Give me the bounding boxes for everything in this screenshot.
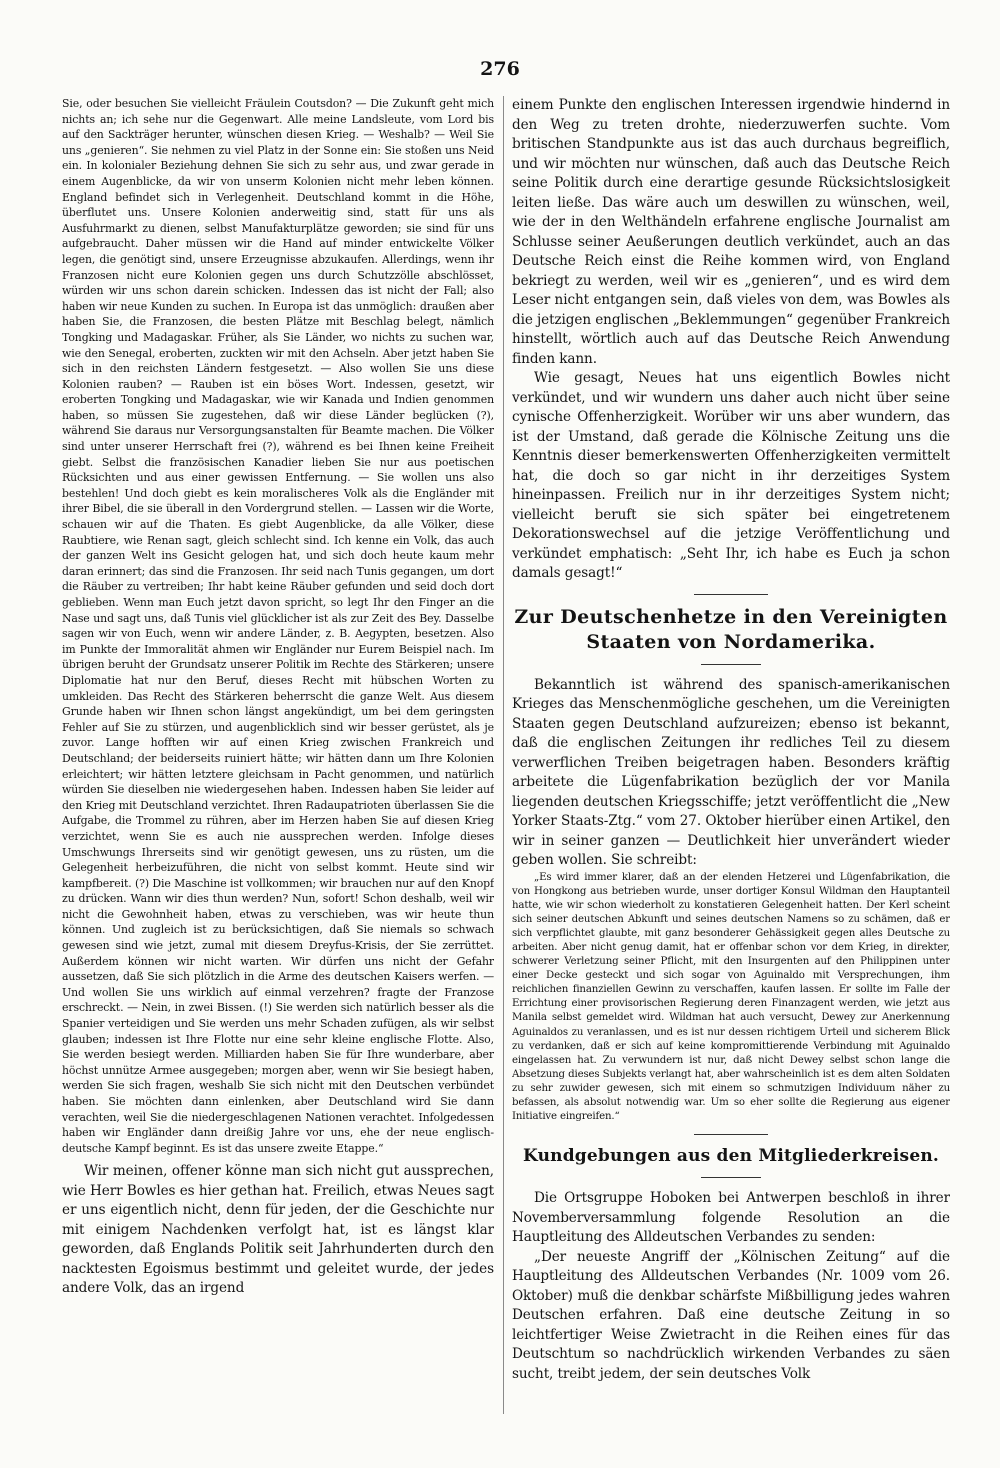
left-column <box>62 96 494 1444</box>
section-heading-deutschenhetze: Zur Deutschenhetze in den Vereinigten Staaten von Nordamerika. <box>514 605 948 653</box>
right-column <box>512 96 950 1444</box>
editorial-comment-paragraph: Wir meinen, offener könne man sich nicht gut aussprechen, wie Herr Bowles es hier gethan hat. Freilich, etwas Neues sagt er uns eigentlich nicht, denn für jeden, der die Geschichte nur mit einigem Nachdenken verfolgt hat, ist es längst klar geworden, daß Englands Politik seit Jahrhunderten durch den nacktesten Egoismus bestimmt und geleitet wurde, der jedes andere Volk, das an irgend <box>62 1163 494 1297</box>
section-paragraph-kundgebungen: Die Ortsgruppe Hoboken bei Antwerpen beschloß in ihrer Novemberversammlung folgende Resolution an die Hauptleitung des Alldeutschen Verbandes zu senden: <box>512 1190 950 1246</box>
section-separator <box>694 594 768 595</box>
quoted-interview-text: Sie, oder besuchen Sie vielleicht Fräulein Coutsdon? — Die Zukunft geht mich nichts an; ich sehe nur die Gegenwart. Alle meine Landsleute, vom Lord bis auf den Sackträger herunter, wünschen diesen Krieg. — Weshalb? — Weil Sie uns „genieren“. Sie nehmen zu viel Platz in der Sonne ein: Sie stoßen uns Neid ein. In kolonialer Beziehung dehnen Sie sich zu sehr aus, und zwar gerade in einem Augenblicke, da wir von unserm Kolonien nicht mehr leben können. England befindet sich in Verlegenheit. Deutschland kommt in die Höhe, überflutet uns. Unsere Kolonien anderweitig sind, statt für uns als Ausfuhrmarkt zu dienen, selbst Manufakturplätze geworden; sie sind für uns aufgebraucht. Daher müssen wir die Hand auf minder entwickelte Völker legen, die genötigt sind, unsere Erzeugnisse abzukaufen. Allerdings, wenn ihr Franzosen nicht eure Kolonien gegen uns durch Schutzzölle abschlösset, würden wir uns schon darein schicken. Indessen das ist nicht der Fall; also haben wir neue Kunden zu suchen. In Europa ist das unmöglich: draußen aber haben Sie, die Franzosen, die besten Plätze mit Beschlag belegt, nämlich Tongking und Madagaskar. Früher, als Sie Länder, wo nichts zu suchen war, wie den Senegal, eroberten, zuckten wir mit den Achseln. Aber jetzt haben Sie sich in den reichsten Ländern festgesetzt. — Also wollen Sie uns diese Kolonien rauben? — Rauben ist ein böses Wort. Indessen, gesetzt, wir eroberten Tongking und Madagaskar, wie wir Kanada und Indien genommen haben, so müssen Sie zugestehen, daß wir diese Länder beglücken (?), während Sie daraus nur Versorgungsanstalten für Beamte machen. Die Völker sind unter unserer Herrschaft frei (?), während es bei Ihnen keine Freiheit giebt. Selbst die französischen Kanadier lieben Sie nur aus poetischen Rücksichten und aus einer gewissen Entfernung. — Sie wollen uns also bestehlen! Und doch giebt es kein moralischeres Volk als die Engländer mit ihrer Bibel, die sie überall in den Vordergrund stellen. — Lassen wir die Worte, schauen wir auf die Thaten. Es giebt Augenblicke, da alle Völker, diese Raubtiere, wie Renan sagt, gleich schlecht sind. Ich kenne ein Volk, das auch der ganzen Welt ins Gesicht gelogen hat, und sich doch heute kaum mehr daran erinnert; das sind die Franzosen. Ihr seid nach Tunis gegangen, um dort die Räuber zu vertreiben; Ihr habt keine Räuber gefunden und seid doch dort geblieben. Wenn man Euch jetzt davon spricht, so legt Ihr den Finger an die Nase und sagt uns, daß Tunis viel glücklicher ist als zur Zeit des Bey. Dasselbe sagen wir von Euch, wenn wir andere Länder, z. B. Aegypten, besetzen. Also im Punkte der Immoralität ahmen wir Engländer nur Eurem Beispiel nach. Im übrigen beruht der Grundsatz unserer Politik im Rechte des Stärkeren; unsere Diplomatie hat nur den Beruf, dieses Recht mit hübschen Worten zu umkleiden. Das Recht des Stärkeren beherrscht die ganze Welt. Aus diesem Grunde haben wir Ihnen schon längst angekündigt, um bei dem geringsten Fehler auf Sie zu stürzen, und augenblicklich sind wir besser gerüstet, als je zuvor. Lange hofften wir auf einen Krieg zwischen Frankreich und Deutschland; der beiderseits ruiniert hätte; wir hätten dann um Ihre Kolonien erleichtert; wir hätten letztere gleichsam in Pacht genommen, und natürlich würden Sie dieselben nie wiedergesehen haben. Indessen haben Sie leider auf den Krieg mit Deutschland verzichtet. Ihren Radaupatrioten überlassen Sie die Aufgabe, die Trommel zu rühren, aber im Herzen haben Sie auf diesen Krieg verzichtet, wenn Sie es auch nie aussprechen werden. Infolge dieses Umschwungs Ihrerseits sind wir genötigt gewesen, uns zu rüsten, um die Gelegenheit herbeizuführen, die nicht von selbst kommt. Heute sind wir kampfbereit. (?) Die Maschine ist vollkommen; wir brauchen nur auf den Knopf zu drücken. Wann wir dies thun werden? Nun, sofort! Schon deshalb, weil wir nicht die Gewohnheit haben, etwas zu verschieben, was wir heute thun können. Und zugleich ist zu berücksichtigen, daß Sie niemals so schwach gewesen sind wie jetzt, zumal mit diesem Dreyfus-Krisis, der Sie zerrüttet. Außerdem können wir nicht warten. Wir dürfen uns nicht der Gefahr aussetzen, daß Sie sich plötzlich in die Arme des deutschen Kaisers werfen. — Und wollen Sie uns wirklich auf einmal verzehren? fragte der Franzose erschreckt. — Nein, in zwei Bissen. (!) Sie werden sich natürlich besser als die Spanier verteidigen und Sie werden uns mehr Schaden zufügen, als wir selbst glauben; indessen ist Ihre Flotte nur eine sehr kleine englische Flotte. Also, Sie werden besiegt werden. Milliarden haben Sie für Ihre wunderbare, aber höchst unnütze Armee ausgegeben; morgen aber, wenn wir Sie besiegt haben, werden Sie sich fragen, weshalb Sie sich nicht mit den Deutschen verbündet haben. Sie möchten dann einlenken, aber Deutschland wird Sie dann verachten, weil Sie die niedergeschlagenen Nationen verachtet. Infolgedessen haben wir Engländer dann dreißig Jahre vor uns, ehe der neue englisch-deutsche Kampf beginnt. Es ist das unsere zweite Etappe.“ <box>62 97 494 1155</box>
section-separator <box>694 1134 768 1135</box>
section-paragraph-deutschenhetze: Bekanntlich ist während des spanisch-amerikanischen Krieges das Menschenmögliche geschehen, um die Vereinigten Staaten gegen Deutschland aufzureizen; ebenso ist bekannt, daß die englischen Zeitungen ihr redliches Teil zu diesem verwerflichen Treiben beigetragen haben. Besonders kräftig arbeitete die Lügenfabrikation bezüglich der vor Manila liegenden deutschen Kriegsschiffe; jetzt veröffentlicht die „New Yorker Staats-Ztg.“ vom 27. Oktober hierüber einen Artikel, den wir in seiner ganzen — Deutlichkeit hier unverändert wieder geben wollen. Sie schreibt: <box>512 676 950 868</box>
resolution-text: „Der neueste Angriff der „Kölnischen Zeitung“ auf die Hauptleitung des Alldeutschen Verbandes (Nr. 1009 vom 26. Oktober) muß die denkbar schärfste Mißbilligung jedes wahren Deutschen erfahren. Daß eine deutsche Zeitung in so leichtfertiger Weise Zwietracht in die Reihen eines für das Deutschtum so nachdrücklich wirkenden Verbandes zu säen sucht, treibt jedem, der sein deutsches Volk <box>512 1248 950 1382</box>
continuation-paragraph: einem Punkte den englischen Interessen irgendwie hindernd in den Weg zu treten drohte, niederzuwerfen suchte. Vom britischen Standpunkte aus ist das auch durchaus begreiflich, und wir möchten nur wünschen, daß auch das Deutsche Reich seine Politik durch eine derartige gesunde Rücksichtslosigkeit leiten ließe. Das wäre auch um deswillen zu wünschen, weil, wie der in den Welthändeln erfahrene englische Journalist am Schlusse seiner Aeußerungen deutlich verkündet, auch an das Deutsche Reich einst die Reihe kommen wird, von England bekriegt zu werden, weil wir es „genieren“, und es wird dem Leser nicht entgangen sein, daß vieles von dem, was Bowles als die jetzigen englischen „Beklemmungen“ gegenüber Frankreich hinstellt, wörtlich auch auf das Deutsche Reich Anwendung finden kann. <box>512 97 950 367</box>
newspaper-quotation: „Es wird immer klarer, daß an der elenden Hetzerei und Lügenfabrikation, die von Hongkong aus betrieben wurde, unser dortiger Konsul Wildman den Hauptanteil hatte, wie wir schon wiederholt zu konstatieren Gelegenheit hatten. Der Kerl scheint sich seiner deutschen Abkunft und seines deutschen Namens so zu schämen, daß er sich verpflichtet glaubte, mit ganz besonderer Gehässigkeit gegen alles Deutsche zu arbeiten. Aber nicht genug damit, hat er offenbar schon vor dem Krieg, in direkter, schwerer Verletzung seiner Pflicht, mit den Insurgenten auf den Philippinen unter einer Decke gesteckt und sich sogar von Aguinaldo mit Versprechungen, ihm reichlichen finanziellen Gewinn zu verschaffen, kaufen lassen. Er sollte im Falle der Errichtung einer provisorischen Regierung deren Finanzagent werden, wie jetzt aus Manila selbst gemeldet wird. Wildman hat auch versucht, Dewey zur Anerkennung Aguinaldos zu veranlassen, und es ist nur dessen richtigem Urteil und sicherem Blick zu verdanken, daß er sich auf keine kompromittierende Verbindung mit Aguinaldo eingelassen hat. Zu verwundern ist nur, daß nicht Dewey selbst schon lange die Absetzung dieses Subjekts verlangt hat, aber wahrscheinlich ist es dem alten Soldaten zu sehr zuwider gewesen, sich mit einem so schmutzigen Individuum näher zu befassen, als absolut notwendig war. Um so eher sollte die Regierung aus eigener Initiative eingreifen.“ <box>512 871 950 1123</box>
heading-rule <box>701 664 761 665</box>
column-divider <box>503 96 504 1414</box>
section-heading-kundgebungen: Kundgebungen aus den Mitgliederkreisen. <box>522 1146 940 1167</box>
page-number: 276 <box>480 58 520 80</box>
heading-rule <box>701 1177 761 1178</box>
second-paragraph: Wie gesagt, Neues hat uns eigentlich Bowles nicht verkündet, und wir wundern uns daher auch nicht über seine cynische Offenherzigkeit. Worüber wir uns aber wundern, das ist der Umstand, daß gerade die Kölnische Zeitung uns die Kenntnis dieser bemerkenswerten Offenherzigkeiten vermittelt hat, die doch so gar nicht in ihr derzeitiges System hineinpassen. Freilich nur in ihr derzeitiges System nicht; vielleicht beruft sie sich später bei eingetretenem Dekorationswechsel auf die jetzige Veröffentlichung und verkündet emphatisch: „Seht Ihr, ich habe es Euch ja schon damals gesagt!“ <box>512 370 950 581</box>
